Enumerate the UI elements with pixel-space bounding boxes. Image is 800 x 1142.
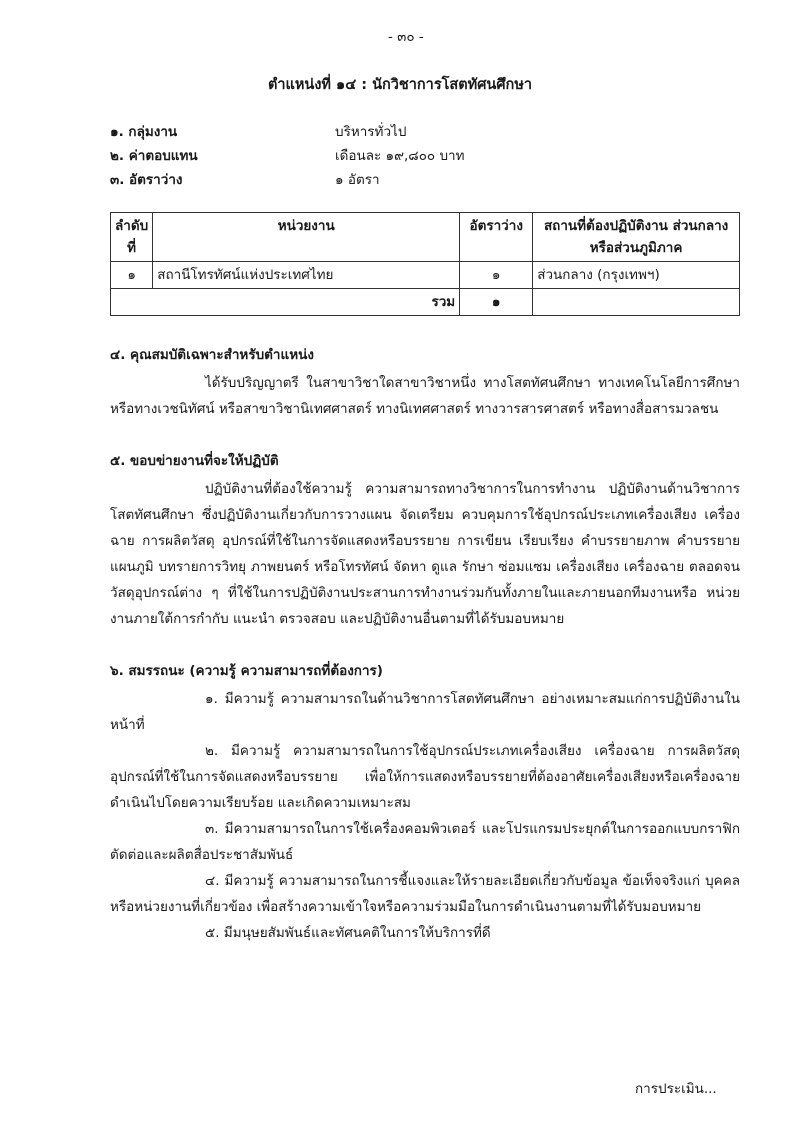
paragraph-line: วัสดุอุปกรณ์ต่าง ๆ ที่ใช้ในการปฏิบัติงานประสานการทำงานร่วมกันทั้งภายในและภายนอกทีมงานหรือ [110, 585, 698, 601]
competency-item [110, 816, 740, 868]
paragraph-line: หน่วยงานภายใต้การกำกับ แนะนำ ตรวจสอบ และปฏิบัติงานอื่นตามที่ได้รับมอบหมาย [110, 585, 740, 627]
competency-line: ๑. มีความรู้ ความสามารถในด้านวิชาการโสตทัศนศึกษา อย่างเหมาะสมแก่การปฏิบัติงานในหน้าที่ [110, 691, 740, 733]
competency-line: ๔. มีความรู้ ความสามารถในการชี้แจงและให้รายละเอียดเกี่ยวกับข้อมูล ข้อเท็จจริงแก่ [205, 873, 701, 889]
info-value: เดือนละ ๑๙,๘๐๐ บาท [335, 148, 465, 164]
paragraph-line: หรือทางเวชนิทัศน์ หรือสาขาวิชานิเทศศาสตร์ ทางนิเทศศาสตร์ ทางวารสารศาสตร์ หรือทางสื่อสารมวลชน [110, 401, 719, 417]
competency-line: ตัดต่อและผลิตสื่อประชาสัมพันธ์ [110, 847, 294, 863]
total-value: ๑ [460, 289, 533, 316]
col-header-unit: หน่วยงาน [153, 213, 460, 262]
cell-location: ส่วนกลาง (กรุงเทพฯ) [533, 262, 740, 289]
competency-line: ดำเนินไปโดยความเรียบร้อย และเกิดความเหมาะสม [110, 795, 411, 811]
paragraph-line: ปฏิบัติงานที่ต้องใช้ความรู้ ความสามารถทางวิชาการในการทำงาน ปฏิบัติงานด้านวิชาการ [205, 481, 740, 497]
position-info [110, 120, 740, 192]
scope-paragraph [110, 476, 740, 632]
competency-line: อุปกรณ์ที่ใช้ในการจัดแสดงหรือบรรยาย เพื่อให้การแสดงหรือบรรยายที่ต้องอาศัยเครื่องเสียงหรือเครื่องฉาย [110, 769, 740, 785]
total-label: รวม [111, 289, 460, 316]
cell-order: ๑ [111, 262, 153, 289]
info-value: บริหารทั่วไป [335, 124, 407, 140]
vacancy-table [110, 212, 740, 316]
paragraph-line: โสตทัศนศึกษา ซึ่งปฏิบัติงานเกี่ยวกับการวางแผน จัดเตรียม ควบคุมการใช้อุปกรณ์ประเภทเครื่องเสียง เครื่องฉาย [110, 507, 740, 549]
competency-line: ๕. มีมนุษยสัมพันธ์และทัศนคติในการให้บริการที่ดี [205, 925, 491, 941]
continuation-footer: การประเมิน... [635, 1081, 717, 1097]
col-header-order: ลำดับ ที่ [111, 213, 153, 262]
competency-item [110, 868, 740, 920]
table-row [111, 262, 740, 289]
total-row [111, 289, 740, 316]
empty-cell [533, 289, 740, 316]
info-label: ๒. ค่าตอบแทน [110, 148, 198, 164]
qualification-paragraph [110, 370, 740, 422]
info-label: ๑. กลุ่มงาน [110, 124, 178, 140]
competency-item [110, 738, 740, 816]
paragraph-line: การผลิตวัสดุ อุปกรณ์ที่ใช้ในการจัดแสดงหรือบรรยาย การเขียน เรียบเรียง คำบรรยายภาพ คำบรรยายแผนภูมิ [110, 533, 740, 575]
col-header-vacancies: อัตราว่าง [460, 213, 533, 262]
competency-line: ๓. มีความสามารถในการใช้เครื่องคอมพิวเตอร์ และโปรแกรมประยุกต์ในการออกแบบกราฟิก [205, 821, 740, 837]
cell-vacancies: ๑ [460, 262, 533, 289]
competency-item [110, 920, 740, 946]
competency-line: บุคคลหรือหน่วยงานที่เกี่ยวข้อง เพื่อสร้างความเข้าใจหรือความร่วมมือในการดำเนินงานตามที่ได้รับมอบหมาย [110, 873, 740, 915]
col-header-location: สถานที่ต้องปฏิบัติงาน ส่วนกลางหรือส่วนภูมิภาค [533, 213, 740, 262]
page-title: ตำแหน่งที่ ๑๔ : นักวิชาการโสตทัศนศึกษา [267, 77, 533, 93]
page-number: - ๓๐ - [388, 29, 424, 45]
paragraph-line: ได้รับปริญญาตรี ในสาขาวิชาใดสาขาวิชาหนึ่ง ทางโสตทัศนศึกษา ทางเทคโนโลยีการศึกษา [205, 375, 740, 391]
paragraph-line: บทรายการวิทยุ ภาพยนตร์ หรือโทรทัศน์ จัดหา ดูแล รักษา ซ่อมแซม เครื่องเสียง เครื่องฉาย ตลอดจน [158, 559, 741, 575]
competency-line: ๒. มีความรู้ ความสามารถในการใช้อุปกรณ์ประเภทเครื่องเสียง เครื่องฉาย การผลิตวัสดุ [205, 743, 740, 759]
section-6-heading: ๖. สมรรถนะ (ความรู้ ความสามารถที่ต้องการ) [110, 663, 383, 679]
info-value: ๑ อัตรา [335, 172, 380, 188]
info-label: ๓. อัตราว่าง [110, 172, 183, 188]
cell-unit: สถานีโทรทัศน์แห่งประเทศไทย [153, 262, 460, 289]
section-4-heading: ๔. คุณสมบัติเฉพาะสำหรับตำแหน่ง [110, 347, 314, 363]
competency-item [110, 686, 740, 738]
section-5-heading: ๕. ขอบข่ายงานที่จะให้ปฏิบัติ [110, 453, 279, 469]
